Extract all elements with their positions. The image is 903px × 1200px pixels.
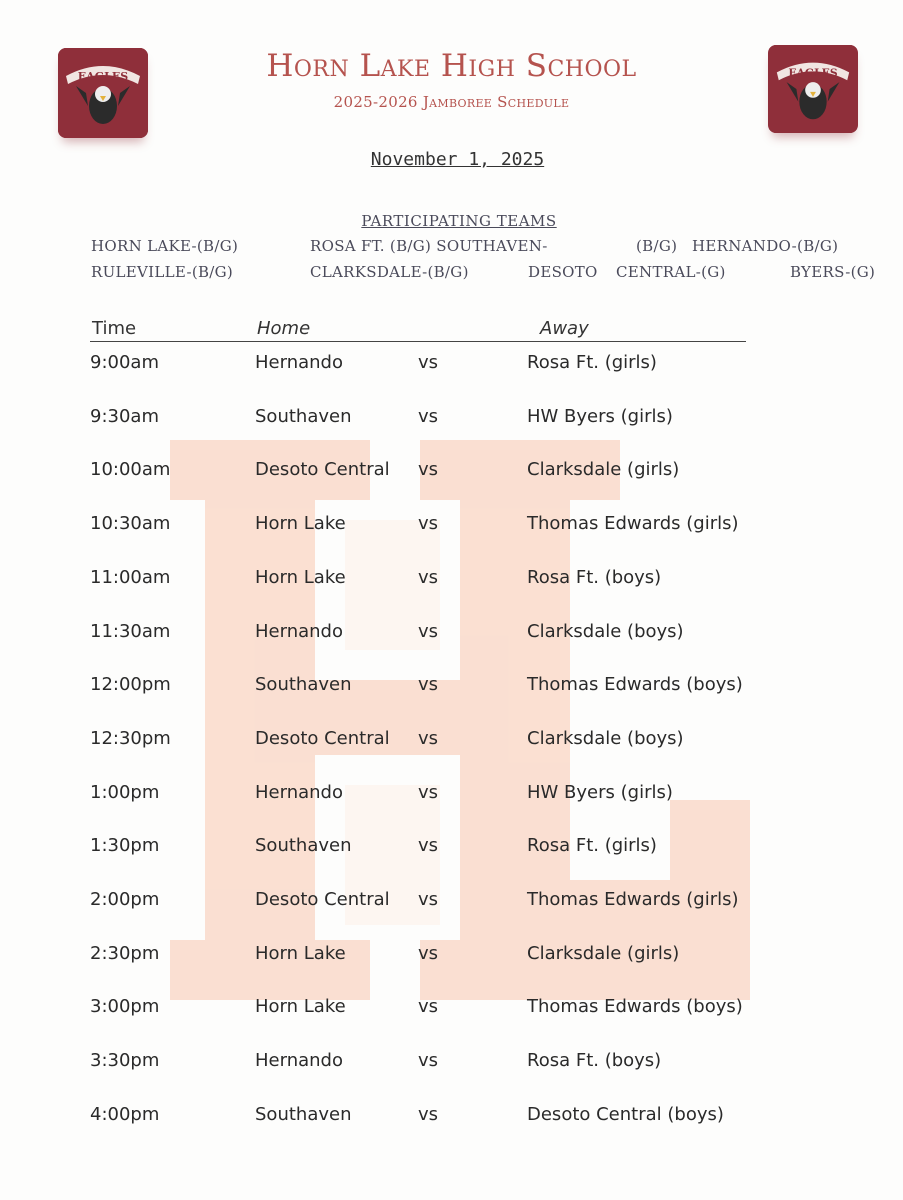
svg-text:EAGLES: EAGLES bbox=[788, 66, 838, 80]
home-team: Southaven bbox=[255, 674, 352, 695]
team-entry: HORN LAKE-(B/G) bbox=[91, 237, 239, 255]
table-row bbox=[0, 835, 903, 865]
game-time: 12:00pm bbox=[90, 674, 171, 695]
event-date: November 1, 2025 bbox=[370, 149, 545, 170]
home-team: Hernando bbox=[255, 352, 343, 373]
schedule-subtitle: 2025-2026 Jamboree Schedule bbox=[333, 93, 570, 111]
away-team: HW Byers (girls) bbox=[527, 782, 673, 803]
table-row bbox=[0, 1104, 903, 1134]
game-time: 3:00pm bbox=[90, 996, 160, 1017]
versus-label: vs bbox=[418, 835, 439, 856]
table-row bbox=[0, 996, 903, 1026]
away-team: Thomas Edwards (boys) bbox=[527, 996, 743, 1017]
away-team: Thomas Edwards (boys) bbox=[527, 674, 743, 695]
table-row bbox=[0, 782, 903, 812]
home-team: Horn Lake bbox=[255, 513, 346, 534]
table-row bbox=[0, 406, 903, 436]
home-team: Southaven bbox=[255, 406, 352, 427]
table-row bbox=[0, 459, 903, 489]
team-entry: BYERS-(G) bbox=[790, 263, 876, 281]
versus-label: vs bbox=[418, 406, 439, 427]
table-row bbox=[0, 567, 903, 597]
game-time: 1:30pm bbox=[90, 835, 160, 856]
game-time: 9:30am bbox=[90, 406, 159, 427]
table-row bbox=[0, 621, 903, 651]
away-team: Thomas Edwards (girls) bbox=[527, 889, 739, 910]
away-team: Rosa Ft. (girls) bbox=[527, 352, 657, 373]
versus-label: vs bbox=[418, 889, 439, 910]
away-team: Thomas Edwards (girls) bbox=[527, 513, 739, 534]
home-team: Southaven bbox=[255, 1104, 352, 1125]
game-time: 3:30pm bbox=[90, 1050, 160, 1071]
versus-label: vs bbox=[418, 943, 439, 964]
team-entry: CLARKSDALE-(B/G) bbox=[310, 263, 469, 281]
table-row bbox=[0, 1050, 903, 1080]
school-name: Horn Lake High School bbox=[266, 48, 637, 84]
away-team: Clarksdale (girls) bbox=[527, 459, 680, 480]
versus-label: vs bbox=[418, 728, 439, 749]
team-entry: ROSA FT. (B/G) SOUTHAVEN- bbox=[310, 237, 548, 255]
game-time: 9:00am bbox=[90, 352, 159, 373]
home-team: Hernando bbox=[255, 1050, 343, 1071]
versus-label: vs bbox=[418, 459, 439, 480]
away-team: Desoto Central (boys) bbox=[527, 1104, 724, 1125]
table-row bbox=[0, 352, 903, 382]
home-team: Desoto Central bbox=[255, 889, 390, 910]
versus-label: vs bbox=[418, 513, 439, 534]
team-entry: CENTRAL-(G) bbox=[616, 263, 726, 281]
versus-label: vs bbox=[418, 782, 439, 803]
away-team: Clarksdale (boys) bbox=[527, 621, 684, 642]
column-header-time: Time bbox=[92, 318, 137, 339]
game-time: 2:00pm bbox=[90, 889, 160, 910]
game-time: 11:00am bbox=[90, 567, 171, 588]
table-row bbox=[0, 728, 903, 758]
home-team: Hernando bbox=[255, 782, 343, 803]
home-team: Horn Lake bbox=[255, 567, 346, 588]
game-time: 12:30pm bbox=[90, 728, 171, 749]
game-time: 10:30am bbox=[90, 513, 171, 534]
versus-label: vs bbox=[418, 1050, 439, 1071]
home-team: Desoto Central bbox=[255, 459, 390, 480]
svg-text:EAGLES: EAGLES bbox=[77, 70, 129, 83]
team-entry: HERNANDO-(B/G) bbox=[692, 237, 839, 255]
participating-teams-heading: PARTICIPATING TEAMS bbox=[361, 212, 557, 230]
home-team: Horn Lake bbox=[255, 996, 346, 1017]
versus-label: vs bbox=[418, 567, 439, 588]
column-header-home: Home bbox=[257, 318, 311, 339]
game-time: 4:00pm bbox=[90, 1104, 160, 1125]
home-team: Hernando bbox=[255, 621, 343, 642]
table-row bbox=[0, 674, 903, 704]
versus-label: vs bbox=[418, 996, 439, 1017]
table-row bbox=[0, 943, 903, 973]
team-entry: RULEVILLE-(B/G) bbox=[91, 263, 234, 281]
game-time: 11:30am bbox=[90, 621, 171, 642]
versus-label: vs bbox=[418, 352, 439, 373]
away-team: Clarksdale (boys) bbox=[527, 728, 684, 749]
home-team: Southaven bbox=[255, 835, 352, 856]
versus-label: vs bbox=[418, 1104, 439, 1125]
away-team: HW Byers (girls) bbox=[527, 406, 673, 427]
game-time: 2:30pm bbox=[90, 943, 160, 964]
away-team: Rosa Ft. (boys) bbox=[527, 1050, 662, 1071]
team-entry: DESOTO bbox=[528, 263, 598, 281]
away-team: Clarksdale (girls) bbox=[527, 943, 680, 964]
header-divider bbox=[90, 341, 746, 342]
away-team: Rosa Ft. (girls) bbox=[527, 835, 657, 856]
home-team: Desoto Central bbox=[255, 728, 390, 749]
team-entry: (B/G) bbox=[636, 237, 678, 255]
table-row bbox=[0, 513, 903, 543]
game-time: 1:00pm bbox=[90, 782, 160, 803]
table-row bbox=[0, 889, 903, 919]
versus-label: vs bbox=[418, 674, 439, 695]
game-time: 10:00am bbox=[90, 459, 171, 480]
column-header-away: Away bbox=[540, 318, 589, 339]
away-team: Rosa Ft. (boys) bbox=[527, 567, 662, 588]
versus-label: vs bbox=[418, 621, 439, 642]
home-team: Horn Lake bbox=[255, 943, 346, 964]
